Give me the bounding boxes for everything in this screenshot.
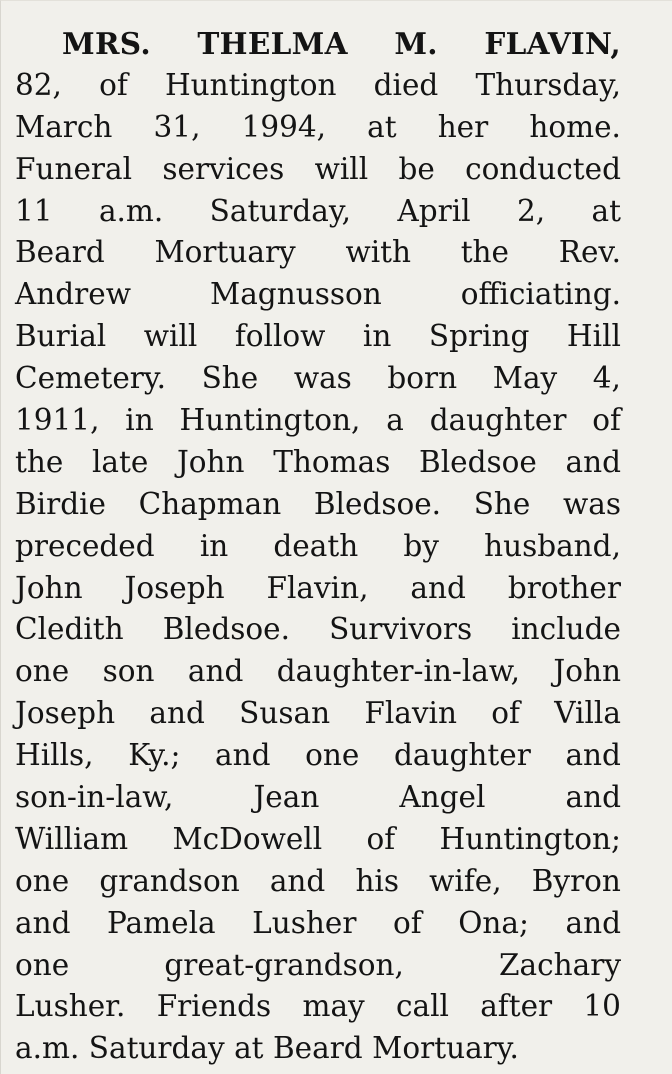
obituary-text-line [15,693,621,735]
obituary-word: daughter-in-law, [276,654,521,689]
obituary-word: Angel [399,780,486,815]
obituary-word: Rev. [558,235,621,270]
obituary-word: 11 [15,193,53,228]
obituary-word: Beard [15,235,105,270]
obituary-word: Flavin, [266,570,369,605]
obituary-text-line [15,442,621,484]
obituary-word: Birdie [15,486,106,521]
obituary-word: one [305,738,360,773]
obituary-text-line [15,986,621,1028]
obituary-word: the [15,444,64,479]
obituary-word: Lusher [252,905,357,940]
obituary-word: was [293,361,352,396]
obituary-word: Huntington, [179,403,361,438]
obituary-word: a.m. [98,193,164,228]
obituary-word: Flavin [364,696,457,731]
obituary-word: McDowell [172,821,323,856]
obituary-word: Cemetery. [15,361,167,396]
obituary-word: one [15,654,70,689]
obituary-word: 2, [516,193,546,228]
obituary-word: great-grandson, [164,947,404,982]
obituary-text-line [15,316,621,358]
obituary-text-line [15,484,621,526]
obituary-word: at [234,1031,264,1066]
obituary-word: Bledsoe. [313,486,442,521]
obituary-word: in [362,319,392,354]
obituary-word: and [15,905,71,940]
obituary-word: Ky.; [128,738,181,773]
obituary-word: Huntington; [439,821,621,856]
obituary-word: 82, [15,67,62,102]
obituary-word: March [15,109,113,144]
obituary-word: her [437,109,489,144]
obituary-word: Survivors [329,612,473,647]
obituary-word: son-in-law, [15,780,174,815]
obituary-word: Bledsoe [419,444,537,479]
obituary-word: one [15,947,70,982]
obituary-word: Hill [566,319,621,354]
obituary-text-line [15,651,621,693]
obituary-word: and [565,780,621,815]
obituary-word: in [125,403,154,438]
obituary-word: preceded [15,528,155,563]
obituary-word: Zachary [499,947,621,982]
obituary-text-line [15,107,621,149]
obituary-headline-line [15,23,621,65]
obituary-text-line [15,358,621,400]
obituary-word: Thomas [273,444,391,479]
obituary-word: services [162,151,285,186]
obituary-word: will [143,319,198,354]
obituary-word: 1994, [241,109,327,144]
headline-word: FLAVIN, [484,26,621,61]
obituary-word: his [355,863,400,898]
obituary-text-line [15,274,621,316]
obituary-word: conducted [465,151,621,186]
obituary-word: Thursday, [475,67,621,102]
obituary-column [15,23,621,1070]
obituary-word: and [215,738,271,773]
obituary-word: May [492,361,558,396]
headline-word: MRS. [62,26,151,61]
obituary-word: in [199,528,229,563]
obituary-word: April [397,193,471,228]
obituary-word: Pamela [107,905,216,940]
obituary-word: Huntington [164,67,337,102]
headline-word: THELMA [197,26,348,61]
obituary-word: daughter [429,403,567,438]
obituary-word: officiating. [460,277,621,312]
obituary-word: She [201,361,259,396]
obituary-text-line [15,1028,621,1070]
obituary-word: after [480,989,553,1024]
obituary-word: may [302,989,365,1024]
obituary-word: Magnusson [210,277,382,312]
obituary-word: Joseph [124,570,225,605]
obituary-text-line [15,149,621,191]
obituary-word: died [373,67,439,102]
obituary-word: John [553,654,621,689]
obituary-word: call [395,989,449,1024]
obituary-word: at [591,193,621,228]
obituary-word: include [511,612,621,647]
obituary-text-line [15,609,621,651]
obituary-word: a [386,403,404,438]
obituary-word: Saturday [88,1031,225,1066]
obituary-word: of [393,905,422,940]
obituary-word: the [460,235,510,270]
obituary-word: and [410,570,466,605]
obituary-word: 10 [583,989,621,1024]
obituary-word: of [366,821,396,856]
obituary-word: born [387,361,458,396]
obituary-word: John [15,570,83,605]
obituary-word: Ona; [458,905,529,940]
obituary-word: Lusher. [15,989,126,1024]
obituary-word: follow [234,319,326,354]
obituary-word: Beard [272,1031,363,1066]
obituary-text-line [15,568,621,610]
obituary-word: a.m. [15,1031,80,1066]
obituary-word: Cledith [15,612,124,647]
obituary-word: of [491,696,520,731]
obituary-word: Bledsoe. [162,612,290,647]
obituary-word: death [273,528,359,563]
headline-word: M. [394,26,438,61]
obituary-word: and [565,738,621,773]
obituary-word: 31, [153,109,201,144]
obituary-word: William [15,821,129,856]
obituary-word: wife, [429,863,502,898]
obituary-text-line [15,526,621,568]
obituary-word: and [565,444,621,479]
obituary-word: be [398,151,435,186]
obituary-word: Susan [239,696,331,731]
obituary-text-line [15,861,621,903]
obituary-word: Spring [428,319,530,354]
obituary-text-line [15,191,621,233]
obituary-word: daughter [394,738,531,773]
obituary-word: Funeral [15,151,133,186]
obituary-word: was [562,486,621,521]
obituary-word: Saturday, [209,193,352,228]
obituary-word: and [565,905,621,940]
obituary-word: Chapman [138,486,282,521]
obituary-word: Mortuary [154,235,296,270]
obituary-text-line [15,65,621,107]
obituary-word: grandson [99,863,240,898]
obituary-word: and [149,696,205,731]
obituary-word: late [91,444,149,479]
obituary-word: and [269,863,326,898]
obituary-word: 4, [592,361,621,396]
obituary-text-line [15,735,621,777]
obituary-word: Hills, [15,738,94,773]
obituary-word: of [99,67,128,102]
obituary-word: of [592,403,621,438]
obituary-word: Jean [253,780,320,815]
obituary-word: Joseph [15,696,116,731]
obituary-word: at [367,109,397,144]
obituary-word: John [176,444,245,479]
obituary-word: husband, [484,528,621,563]
obituary-word: home. [529,109,621,144]
obituary-text-line [15,400,621,442]
obituary-word: Friends [156,989,272,1024]
obituary-word: Villa [554,696,621,731]
obituary-word: She [473,486,531,521]
obituary-text-line [15,777,621,819]
obituary-word: Burial [15,319,107,354]
obituary-word: brother [507,570,621,605]
obituary-word: Byron [531,863,621,898]
obituary-word: son [102,654,155,689]
obituary-word: one [15,863,70,898]
obituary-text-line [15,903,621,945]
obituary-text-line [15,232,621,274]
obituary-word: Andrew [15,277,131,312]
obituary-word: Mortuary. [372,1031,519,1066]
obituary-text-line [15,819,621,861]
obituary-word: will [314,151,369,186]
obituary-word: and [187,654,244,689]
obituary-text-line [15,945,621,987]
obituary-word: 1911, [15,403,100,438]
obituary-word: by [403,528,439,563]
obituary-word: with [345,235,411,270]
